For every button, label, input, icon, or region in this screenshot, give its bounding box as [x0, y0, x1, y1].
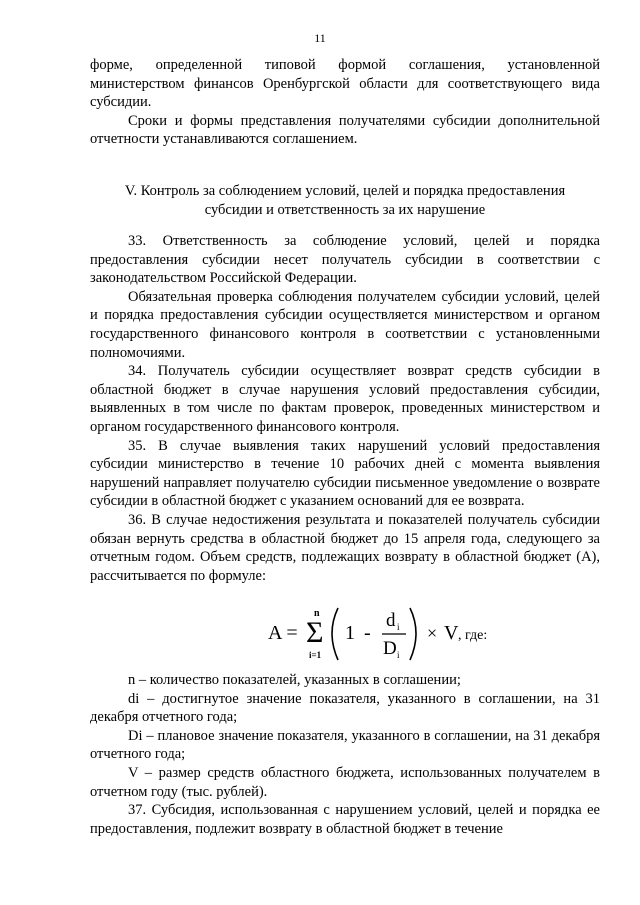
numerator: d — [386, 610, 396, 631]
section-body — [90, 232, 600, 585]
paragraph-34: 34. Получатель субсидии осуществляет возврат средств субсидии в областной бюджет в случае нарушения условий предоставления субсидии, выявленных в том числе по фактам проверок, проведенных министерством и органом государственного финансового контроля. — [90, 363, 600, 435]
section-heading-line-2: субсидии и ответственность за их нарушение — [204, 201, 486, 218]
times-sign: × — [427, 623, 438, 643]
definitions-block — [90, 671, 600, 838]
section-heading — [90, 182, 600, 219]
definition-Di: Di – плановое значение показателя, указанного в соглашении, на 31 декабря отчетного года; — [90, 727, 600, 763]
formula-minus: - — [364, 622, 371, 644]
denominator: D — [383, 638, 397, 659]
sum-upper-limit: n — [314, 608, 320, 619]
paragraph-36: 36. В случае недостижения результата и показателей получатель субсидии обязан вернуть средства в областной бюджет до 15 апреля года, следующего за отчетным годом. Объем средств, подлежащих возврату в областной бюджет (А), рассчитывается по формуле: — [90, 511, 600, 584]
left-paren — [332, 608, 338, 660]
reporting-terms-paragraph: Сроки и формы представления получателями субсидии дополнительной отчетности устанавливаются соглашением. — [90, 112, 600, 148]
sigma-symbol: Σ — [306, 616, 324, 649]
definition-n: n – количество показателей, указанных в соглашении; — [128, 672, 461, 688]
numerator-subscript: i — [397, 622, 400, 632]
denominator-subscript: i — [397, 650, 400, 660]
page-number: 11 — [314, 31, 326, 45]
formula-one: 1 — [345, 622, 355, 644]
formula-v: V — [444, 622, 459, 644]
definition-di: di – достигнутое значение показателя, указанного в соглашении, на 31 декабря отчетного года; — [90, 690, 600, 726]
formula-suffix: , где: — [458, 628, 488, 643]
section-heading-line-1: V. Контроль за соблюдением условий, целей и порядка предоставления — [124, 183, 566, 199]
intro-block — [90, 56, 600, 149]
paragraph-37: 37. Субсидия, использованная с нарушением условий, целей и порядка ее предоставления, подлежит возврату в областной бюджет в течение — [90, 802, 600, 837]
formula-lhs: A = — [268, 622, 298, 644]
paragraph-33: 33. Ответственность за соблюдение условий, целей и порядка предоставления субсидии несет получатель субсидии в соответствии с законодательством Российской Федерации. — [90, 233, 600, 287]
intro-paragraph: форме, определенной типовой формой соглашения, установленной министерством финансов Оренбургской области для соответствующего вида субсидии. — [90, 57, 600, 111]
definition-V: V – размер средств областного бюджета, использованных получателем в отчетном году (тыс. рублей). — [90, 764, 600, 800]
right-paren — [410, 608, 416, 660]
refund-formula — [268, 602, 508, 664]
sum-lower-limit: i=1 — [309, 650, 322, 660]
paragraph-33-continued: Обязательная проверка соблюдения получателем субсидии условий, целей и порядка предоставления субсидии осуществляется министерством и органом государственного финансового контроля в соответствии с установленными полномочиями. — [90, 288, 600, 361]
paragraph-35: 35. В случае выявления таких нарушений условий предоставления субсидии министерство в течение 10 рабочих дней с момента выявления нарушений направляет получателю субсидии письменное уведомление о возврате субсидии в областной бюджет с указанием оснований для ее возврата. — [90, 437, 600, 510]
